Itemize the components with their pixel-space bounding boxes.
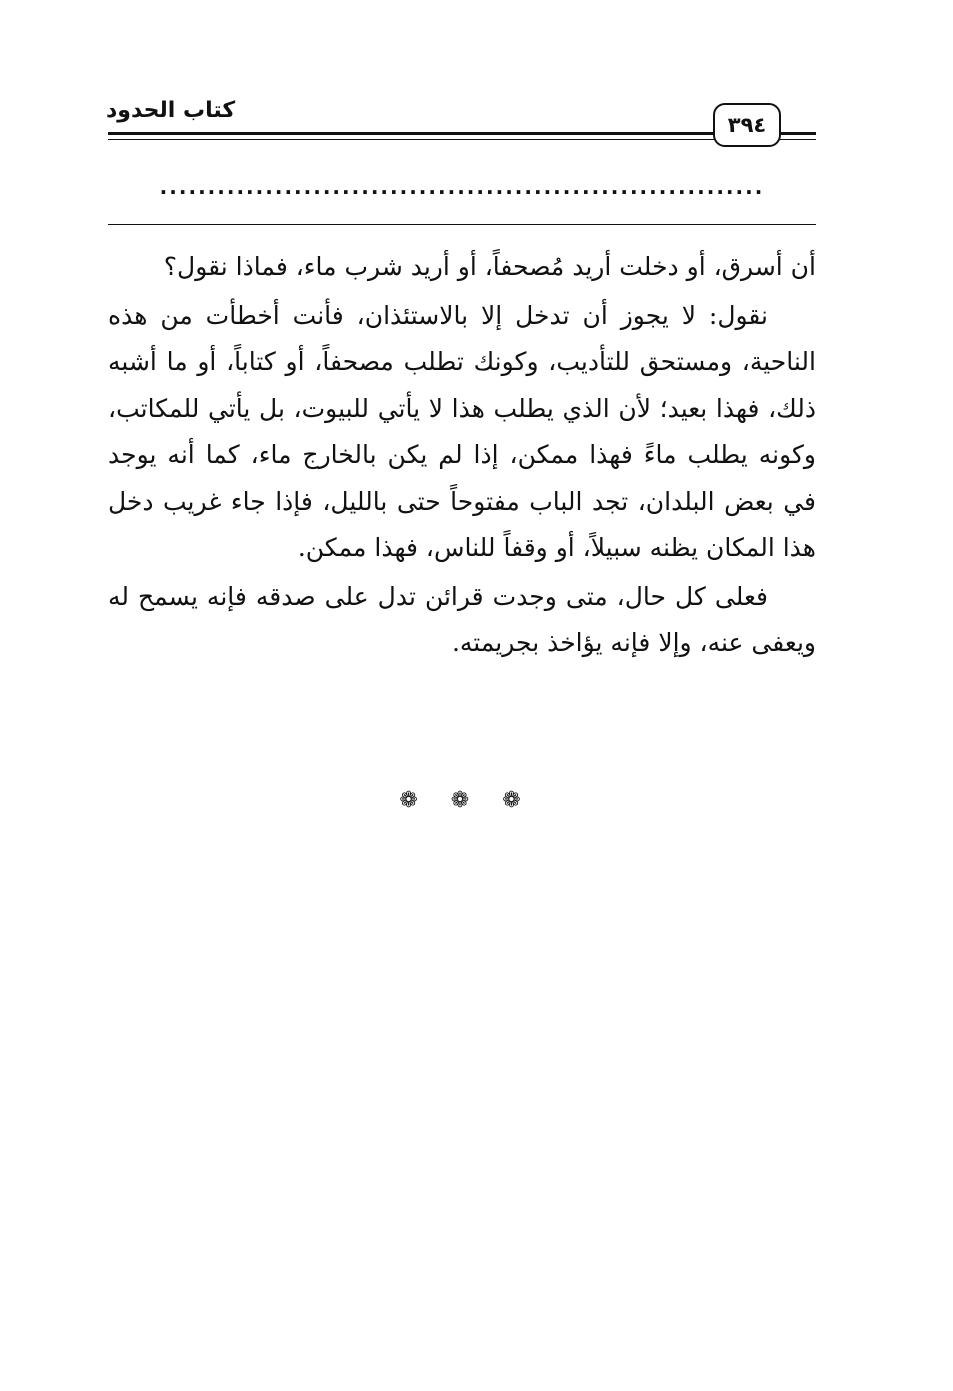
dotted-separator: ............................................................... (159, 176, 765, 198)
flower-ornament-icon: ❁ (399, 788, 418, 813)
section-end-ornaments (380, 786, 540, 816)
header-rule-thin (108, 139, 815, 140)
paragraph-1: أن أسرق، أو دخلت أريد مُصحفاً، أو أريد شرب ماء، فماذا نقول؟ (163, 252, 816, 281)
content-separator-line (108, 224, 816, 225)
paragraph-3: فعلى كل حال، متى وجدت قرائن تدل على صدقه فإنه يسمح له ويعفى عنه، وإلا فإنه يؤاخذ بجريمته. (108, 581, 816, 657)
page-body (108, 244, 816, 667)
flower-ornament-icon: ❁ (502, 788, 521, 813)
flower-ornament-icon: ❁ (450, 788, 470, 813)
header-rule-thick (108, 132, 815, 135)
page-number: ٣٩٤ (713, 103, 781, 147)
header-rule-right-thin (779, 139, 816, 140)
book-title: كتاب الحدود (106, 98, 236, 123)
header-rule-right-thick (779, 132, 816, 135)
paragraph-2: نقول: لا يجوز أن تدخل إلا بالاستئذان، فأنت أخطأت من هذه الناحية، ومستحق للتأديب، وكونك تطلب مصحفاً، أو كتاباً، أو ما أشبه ذلك، فهذا بعيد؛ لأن الذي يطلب هذا لا يأتي للبيوت، بل يأتي للمكاتب، وكونه يطلب ماءً فهذا ممكن، إذا لم يكن بالخارج ماء، كما أنه يوجد في بعض البلدان، تجد الباب مفتوحاً حتى بالليل، فإذا جاء غريب دخل هذا المكان يظنه سبيلاً، أو وقفاً للناس، فهذا ممكن. (108, 300, 816, 562)
